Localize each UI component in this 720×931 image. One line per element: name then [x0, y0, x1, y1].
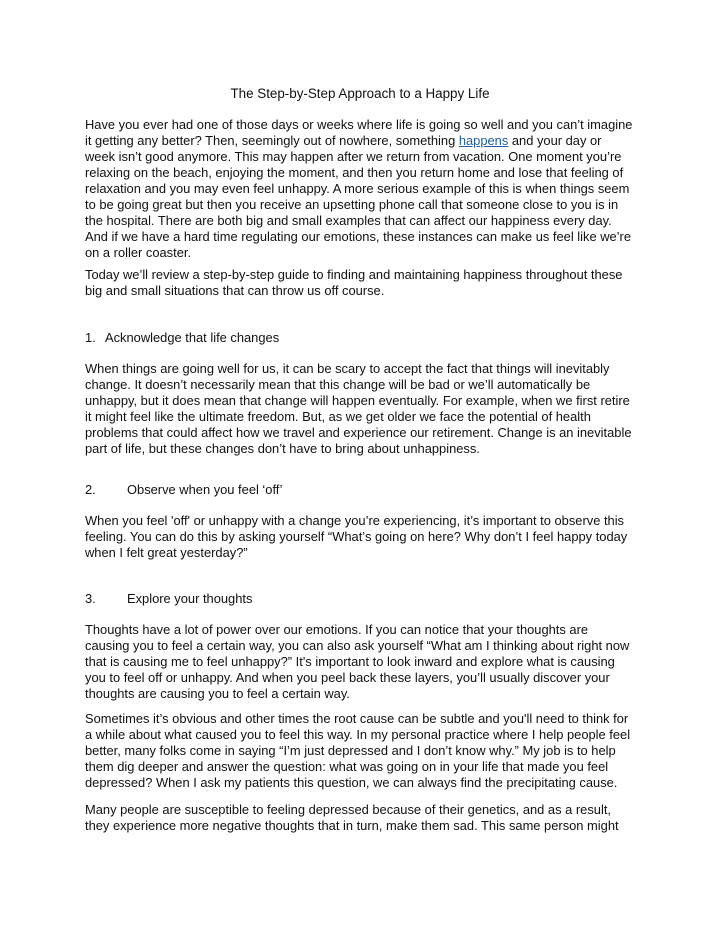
intro-paragraph [85, 117, 645, 261]
text-segment: it getting any better? Then, seemingly out of nowhere, something [85, 133, 459, 148]
step-1-label: Acknowledge that life changes [105, 330, 280, 345]
text-line: they experience more negative thoughts that in turn, make them sad. This same person might [85, 818, 619, 833]
text-line: unhappy, but it does mean that change will happen eventually. For example, when we first retire [85, 393, 630, 408]
text-line: a while about what caused you to feel this way. In my personal practice where I help people feel [85, 727, 631, 742]
step-3-paragraph-2 [85, 711, 645, 791]
text-line: Today we’ll review a step-by-step guide to finding and maintaining happiness throughout these [85, 267, 623, 282]
text-line: Many people are susceptible to feeling depressed because of their genetics, and as a result, [85, 802, 611, 817]
text-line: causing you to feel a certain way, you can also ask yourself “What am I thinking about right now [85, 638, 630, 653]
text-line: change. It doesn’t necessarily mean that this change will be bad or we’ll automatically be [85, 377, 591, 392]
text-line: Sometimes it’s obvious and other times the root cause can be subtle and you'll need to think for [85, 711, 629, 726]
step-3-label: Explore your thoughts [127, 591, 253, 606]
step-3-number: 3. [85, 591, 96, 606]
text-line: you to feel off or unhappy. And when you peel back these layers, you’ll usually discover your [85, 670, 610, 685]
text-line: them dig deeper and answer the question: what was going on in your life that made you feel [85, 759, 609, 774]
step-3-paragraph-3 [85, 802, 645, 834]
today-paragraph [85, 267, 645, 299]
text-line: big and small situations that can throw us off course. [85, 283, 385, 298]
step-2-label: Observe when you feel ‘off’ [127, 482, 283, 497]
text-line [85, 133, 645, 149]
text-line: better, many folks come in saying “I’m just depressed and I don’t know why.” My job is to help [85, 743, 616, 758]
text-line: problems that could affect how we travel and experience our retirement. Change is an inevitable [85, 425, 632, 440]
text-line: relaxation and you may even feel unhappy. A more serious example of this is when things seem [85, 181, 630, 196]
text-line: part of life, but these changes don’t have to bring about unhappiness. [85, 441, 480, 456]
text-line: relaxing on the beach, enjoying the moment, and then you return home and lose that feeling of [85, 165, 624, 180]
text-line: And if we have a hard time regulating our emotions, these instances can make us feel like we’re [85, 229, 631, 244]
document-title: The Step-by-Step Approach to a Happy Life [230, 86, 490, 101]
text-line: depressed? When I ask my patients this question, we can always find the precipitating cause. [85, 775, 618, 790]
text-line: that is causing me to feel unhappy?” It's important to look inward and explore what is causing [85, 654, 615, 669]
text-line: feeling. You can do this by asking yourself “What’s going on here? Why don’t I feel happy today [85, 529, 628, 544]
text-line: the hospital. There are both big and small examples that can affect our happiness every day. [85, 213, 612, 228]
text-line: it might feel like the ultimate freedom. But, as we get older we face the potential of health [85, 409, 591, 424]
text-line: to be going great but then you receive an upsetting phone call that someone close to you is in [85, 197, 619, 212]
step-2-number: 2. [85, 482, 96, 497]
text-line: on a roller coaster. [85, 245, 192, 260]
step-2-paragraph [85, 513, 645, 561]
text-segment: and your day or [508, 133, 602, 148]
text-line: Have you ever had one of those days or weeks where life is going so well and you can’t imagine [85, 117, 633, 132]
text-line: when I felt great yesterday?” [85, 545, 248, 560]
text-line: week isn’t good anymore. This may happen after we return from vacation. One moment you’re [85, 149, 622, 164]
text-line: When you feel 'off' or unhappy with a change you’re experiencing, it’s important to observe this [85, 513, 625, 528]
happens-link[interactable]: happens [458, 133, 509, 148]
step-3-paragraph-1 [85, 622, 645, 702]
step-1-paragraph [85, 361, 645, 457]
step-1-number: 1. [85, 330, 96, 345]
text-line: thoughts are causing you to feel a certain way. [85, 686, 350, 701]
text-line: Thoughts have a lot of power over our emotions. If you can notice that your thoughts are [85, 622, 589, 637]
text-line: When things are going well for us, it can be scary to accept the fact that things will inevitably [85, 361, 610, 376]
